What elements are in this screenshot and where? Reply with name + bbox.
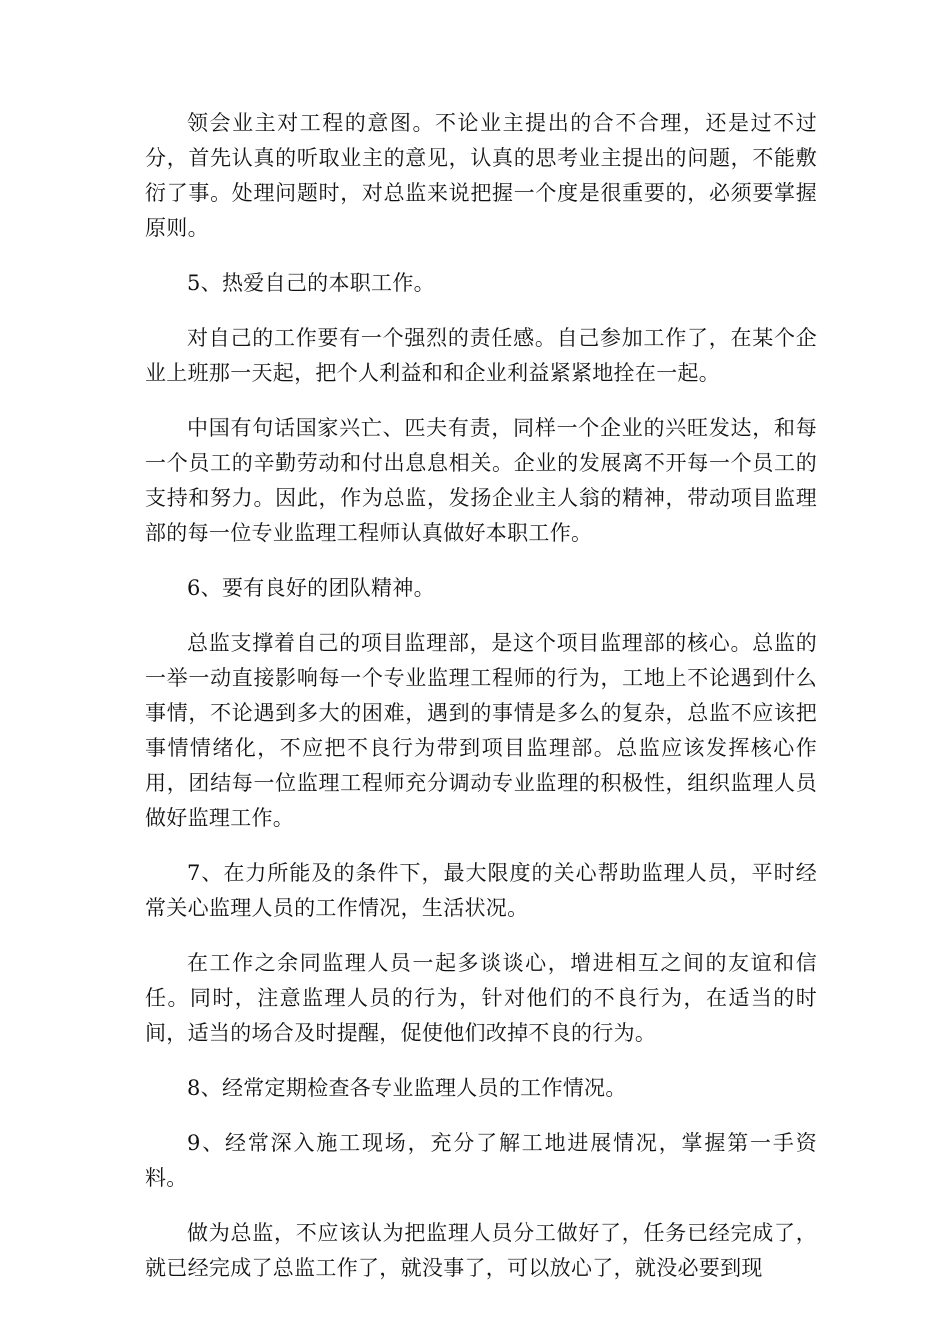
document-body xyxy=(145,106,817,1306)
paragraph-team-core: 总监支撑着自己的项目监理部，是这个项目监理部的核心。总监的一举一动直接影响每一个专业监理工程师的行为，工地上不论遇到什么事情，不论遇到多大的困难，遇到的事情是多么的复杂，总监不应该把事情情绪化，不应把不良行为带到项目监理部。总监应该发挥核心作用，团结每一位监理工程师充分调动专业监理的积极性，组织监理人员做好监理工作。 xyxy=(145,631,817,830)
paragraph-owner-intent: 领会业主对工程的意图。不论业主提出的合不合理，还是过不过分，首先认真的听取业主的意见，认真的思考业主提出的问题，不能敷衍了事。处理问题时，对总监来说把握一个度是很重要的，必须要掌握原则。 xyxy=(145,111,817,240)
paragraph-responsibility: 对自己的工作要有一个强烈的责任感。自己参加工作了，在某个企业上班那一天起，把个人利益和和企业利益紧紧地拴在一起。 xyxy=(145,326,817,385)
heading-item-9: 9、经常深入施工现场，充分了解工地进展情况，掌握第一手资料。 xyxy=(145,1131,817,1190)
paragraph-site-visit: 做为总监，不应该认为把监理人员分工做好了，任务已经完成了，就已经完成了总监工作了，就没事了，可以放心了，就没必要到现 xyxy=(145,1221,817,1280)
heading-item-5: 5、热爱自己的本职工作。 xyxy=(187,271,435,295)
heading-item-8: 8、经常定期检查各专业监理人员的工作情况。 xyxy=(187,1076,627,1100)
paragraph-enterprise: 中国有句话国家兴亡、匹夫有责，同样一个企业的兴旺发达，和每一个员工的辛勤劳动和付出息息相关。企业的发展离不开每一个员工的支持和努力。因此，作为总监，发扬企业主人翁的精神，带动项目监理部的每一位专业监理工程师认真做好本职工作。 xyxy=(145,416,817,545)
heading-item-7: 7、在力所能及的条件下，最大限度的关心帮助监理人员，平时经常关心监理人员的工作情况，生活状况。 xyxy=(145,861,817,920)
heading-item-6: 6、要有良好的团队精神。 xyxy=(187,576,435,600)
paragraph-care-staff: 在工作之余同监理人员一起多谈谈心，增进相互之间的友谊和信任。同时，注意监理人员的行为，针对他们的不良行为，在适当的时间，适当的场合及时提醒，促使他们改掉不良的行为。 xyxy=(145,951,817,1045)
